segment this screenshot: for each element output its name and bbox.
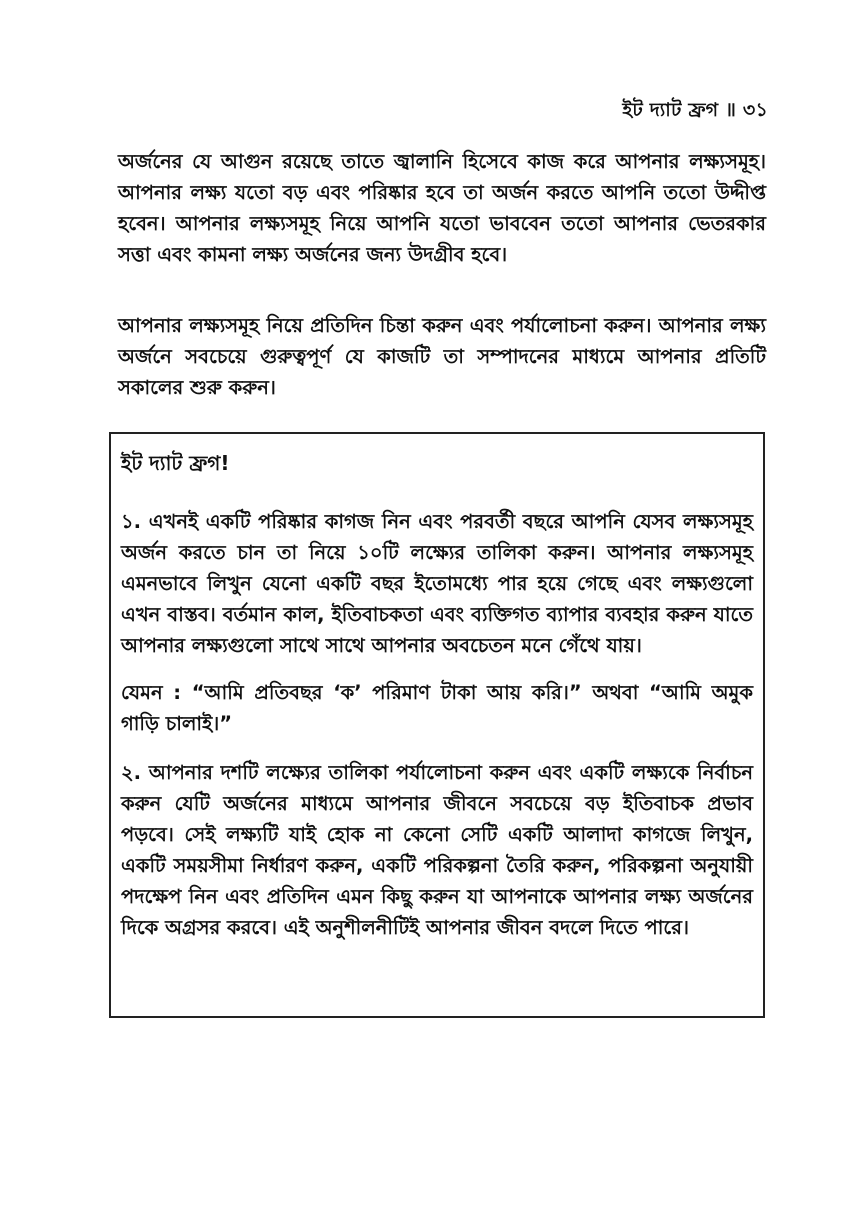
running-header: ইট দ্যাট ফ্রগ ॥ ৩১ [622, 99, 768, 121]
body-paragraph-2: আপনার লক্ষ্যসমূহ নিয়ে প্রতিদিন চিন্তা করুন এবং পর্যালোচনা করুন। আপনার লক্ষ্য অর্জনে সবচেয়ে গুরুত্বপূর্ণ যে কাজটি তা সম্পাদনের মাধ্যমে আপনার প্রতিটি সকালের শুরু করুন। [118, 314, 766, 399]
exercise-example: যেমন : “আমি প্রতিবছর ‘ক’ পরিমাণ টাকা আয় করি।” অথবা “আমি অমুক গাড়ি চালাই।” [121, 681, 753, 735]
body-paragraph-1: অর্জনের যে আগুন রয়েছে তাতে জ্বালানি হিসেবে কাজ করে আপনার লক্ষ্যসমূহ। আপনার লক্ষ্য যতো বড় এবং পরিষ্কার হবে তা অর্জন করতে আপনি ততো উদ্দীপ্ত হবেন। আপনার লক্ষ্যসমূহ নিয়ে আপনি যতো ভাববেন ততো আপনার ভেতরকার সত্তা এবং কামনা লক্ষ্য অর্জনের জন্য উদগ্রীব হবে। [118, 150, 766, 266]
exercise-box [109, 432, 765, 1018]
exercise-title: ইট দ্যাট ফ্রগ! [121, 451, 230, 475]
exercise-item-1: ১. এখনই একটি পরিষ্কার কাগজ নিন এবং পরবর্তী বছরে আপনি যেসব লক্ষ্যসমূহ অর্জন করতে চান তা নিয়ে ১০টি লক্ষ্যের তালিকা করুন। আপনার লক্ষ্যসমূহ এমনভাবে লিখুন যেনো একটি বছর ইতোমধ্যে পার হয়ে গেছে এবং লক্ষ্যগুলো এখন বাস্তব। বর্তমান কাল, ইতিবাচকতা এবং ব্যক্তিগত ব্যাপার ব্যবহার করুন যাতে আপনার লক্ষ্যগুলো সাথে সাথে আপনার অবচেতন মনে গেঁথে যায়। [121, 510, 753, 657]
exercise-item-2: ২. আপনার দশটি লক্ষ্যের তালিকা পর্যালোচনা করুন এবং একটি লক্ষ্যকে নির্বাচন করুন যেটি অর্জনের মাধ্যমে আপনার জীবনে সবচেয়ে বড় ইতিবাচক প্রভাব পড়বে। সেই লক্ষ্যটি যাই হোক না কেনো সেটি একটি আলাদা কাগজে লিখুন, একটি সময়সীমা নির্ধারণ করুন, একটি পরিকল্পনা তৈরি করুন, পরিকল্পনা অনুযায়ী পদক্ষেপ নিন এবং প্রতিদিন এমন কিছু করুন যা আপনাকে আপনার লক্ষ্য অর্জনের দিকে অগ্রসর করবে। এই অনুশীলনীটিই আপনার জীবন বদলে দিতে পারে। [121, 761, 753, 939]
